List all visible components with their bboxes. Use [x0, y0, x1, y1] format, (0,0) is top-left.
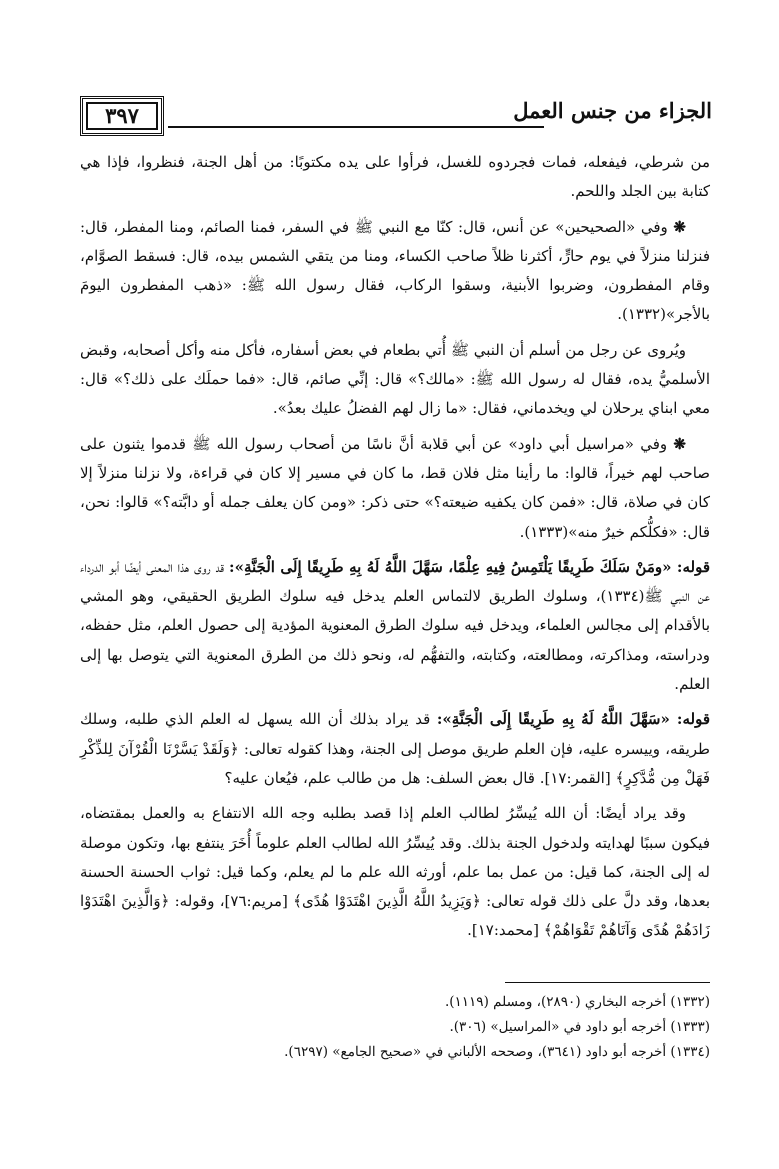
header-rule — [168, 126, 544, 128]
star-bullet-icon: ❋ — [673, 434, 686, 453]
page-number-box: ٣٩٧ — [80, 96, 164, 136]
paragraph-text: قد روى هذا المعنى أيضًا أبو الدرداء عن النبي ﷺ(١٣٣٤)، وسلوك الطريق لالتماس العلم يدخل فيه سلوك الطريق الحقيقي، وهو المشي بالأقدام إلى مجالس العلماء، ويدخل فيه سلوك الطرق المعنوية المؤدية إلى حصول العلم، مثل حفظه، ودراسته، ومذاكرته، ومطالعته، وكتابته، والتفهُّم له، ونحو ذلك من الطرق المعنوية التي يتوصل بها إلى العلم. — [80, 557, 710, 694]
paragraph-text: ويُروى عن رجل من أسلم أن النبي ﷺ أُتي بطعام في بعض أسفاره، فأكل منه وأكل أصحابه، وقبض الأسلميُّ يده، فقال له رسول الله ﷺ: «مالك؟» قال: إنِّي صائم، قال: «فما حملَك على ذلك؟» قال: معي ابناي يرحلان لي ويخدماني، فقال: «ما زال لهم الفضلُ عليك بعدُ». — [80, 340, 710, 418]
star-bullet-icon: ❋ — [673, 217, 686, 236]
paragraph-text: من شرطي، فيفعله، فمات فجردوه للغسل، فرأوا على يده مكتوبًا: من أهل الجنة، فنظروا، فإذا هي كتابة بين الجلد واللحم. — [80, 153, 710, 201]
quoted-lead: قوله: «ومَنْ سَلَكَ طَرِيقًا يَلْتَمِسُ فِيهِ عِلْمًا، سَهَّلَ اللَّهُ لَهُ بِهِ طَرِيقًا إِلَى الْجَنَّةِ»: — [229, 557, 710, 576]
paragraph-3 — [80, 336, 710, 424]
paragraph-text: وفي «الصحيحين» عن أنس، قال: كنّا مع النبي ﷺ في السفر، فمنا الصائم، ومنا المفطر، قال: فنزلنا منزلاً في يوم حارٍّ، أكثرنا ظلاً صاحب الكساء، ومنا من يتقي الشمس بيده، قال: فسقط الصوَّام، وقام المفطرون، وضربوا الأبنية، وسقوا الركاب، فقال رسول الله ﷺ: «ذهب المفطرون اليومَ بالأجر»(١٣٣٢). — [80, 217, 710, 324]
running-title: الجزاء من جنس العمل — [513, 98, 712, 123]
paragraph-4 — [80, 430, 710, 547]
main-text — [80, 148, 710, 952]
quoted-lead: قوله: «سَهَّلَ اللَّهُ لَهُ بِهِ طَرِيقًا إِلَى الْجَنَّةِ»: — [436, 710, 710, 729]
footnote-1333: (١٣٣٣) أخرجه أبو داود في «المراسيل» (٣٠٦). — [449, 1019, 710, 1035]
page-header — [80, 96, 712, 138]
footnote-separator — [505, 982, 710, 983]
paragraph-5 — [80, 553, 710, 699]
paragraph-2 — [80, 213, 710, 330]
paragraph-text: وفي «مراسيل أبي داود» عن أبي قلابة أنَّ ناسًا من أصحاب رسول الله ﷺ قدموا يثنون على صاحب لهم خيراً، قالوا: ما رأينا مثل فلان قط، ما كان في مسير إلا كان في قراءة، ولا نزلنا منزلاً إلا كان في صلاة، قال: «فمن كان يكفيه ضيعته؟» حتى ذكر: «ومن كان يعلف جمله أو دابَّته؟» قالوا: نحن، قال: «فكلُّكم خيرٌ منه»(١٣٣٣). — [80, 434, 710, 541]
paragraph-6 — [80, 705, 710, 793]
paragraph-1 — [80, 148, 710, 207]
footnote-1334: (١٣٣٤) أخرجه أبو داود (٣٦٤١)، وصححه الألباني في «صحيح الجامع» (٦٢٩٧). — [284, 1044, 710, 1060]
footnotes — [80, 990, 710, 1065]
paragraph-7 — [80, 799, 710, 945]
footnote-1332: (١٣٣٢) أخرجه البخاري (٢٨٩٠)، ومسلم (١١١٩). — [444, 994, 710, 1010]
paragraph-text: قد يراد بذلك أن الله يسهل له العلم الذي طلبه، وسلك طريقه، وييسره عليه، فإن العلم طريق موصل إلى الجنة، وهذا كقوله تعالى: ﴿وَلَقَدْ يَسَّرْنَا الْقُرْآنَ لِلذِّكْرِ فَهَلْ مِن مُّدَّكِرٍ﴾ [القمر:١٧]. قال بعض السلف: هل من طالب علم، فيُعان عليه؟ — [80, 710, 710, 787]
paragraph-text: وقد يراد أيضًا: أن الله يُيسِّرُ لطالب العلم إذا قصد بطلبه وجه الله الانتفاع به والعمل بمقتضاه، فيكون سببًا لهدايته ولدخول الجنة بذلك. وقد يُيسِّرُ الله لطالب العلم علوماً أُخَرَ ينتفع بها، وتكون موصلة له إلى الجنة، كما قيل: من عمل بما علم، أورثه الله علم ما لم يعلم، وكما قيل: ثواب الحسنة الحسنة بعدها، وقد دلَّ على ذلك قوله تعالى: ﴿وَيَزِيدُ اللَّهُ الَّذِينَ اهْتَدَوْا هُدًى﴾ [مريم:٧٦]، وقوله: ﴿وَالَّذِينَ اهْتَدَوْا زَادَهُمْ هُدًى وَآتَاهُمْ تَقْوَاهُمْ﴾ [محمد:١٧]. — [80, 804, 711, 940]
